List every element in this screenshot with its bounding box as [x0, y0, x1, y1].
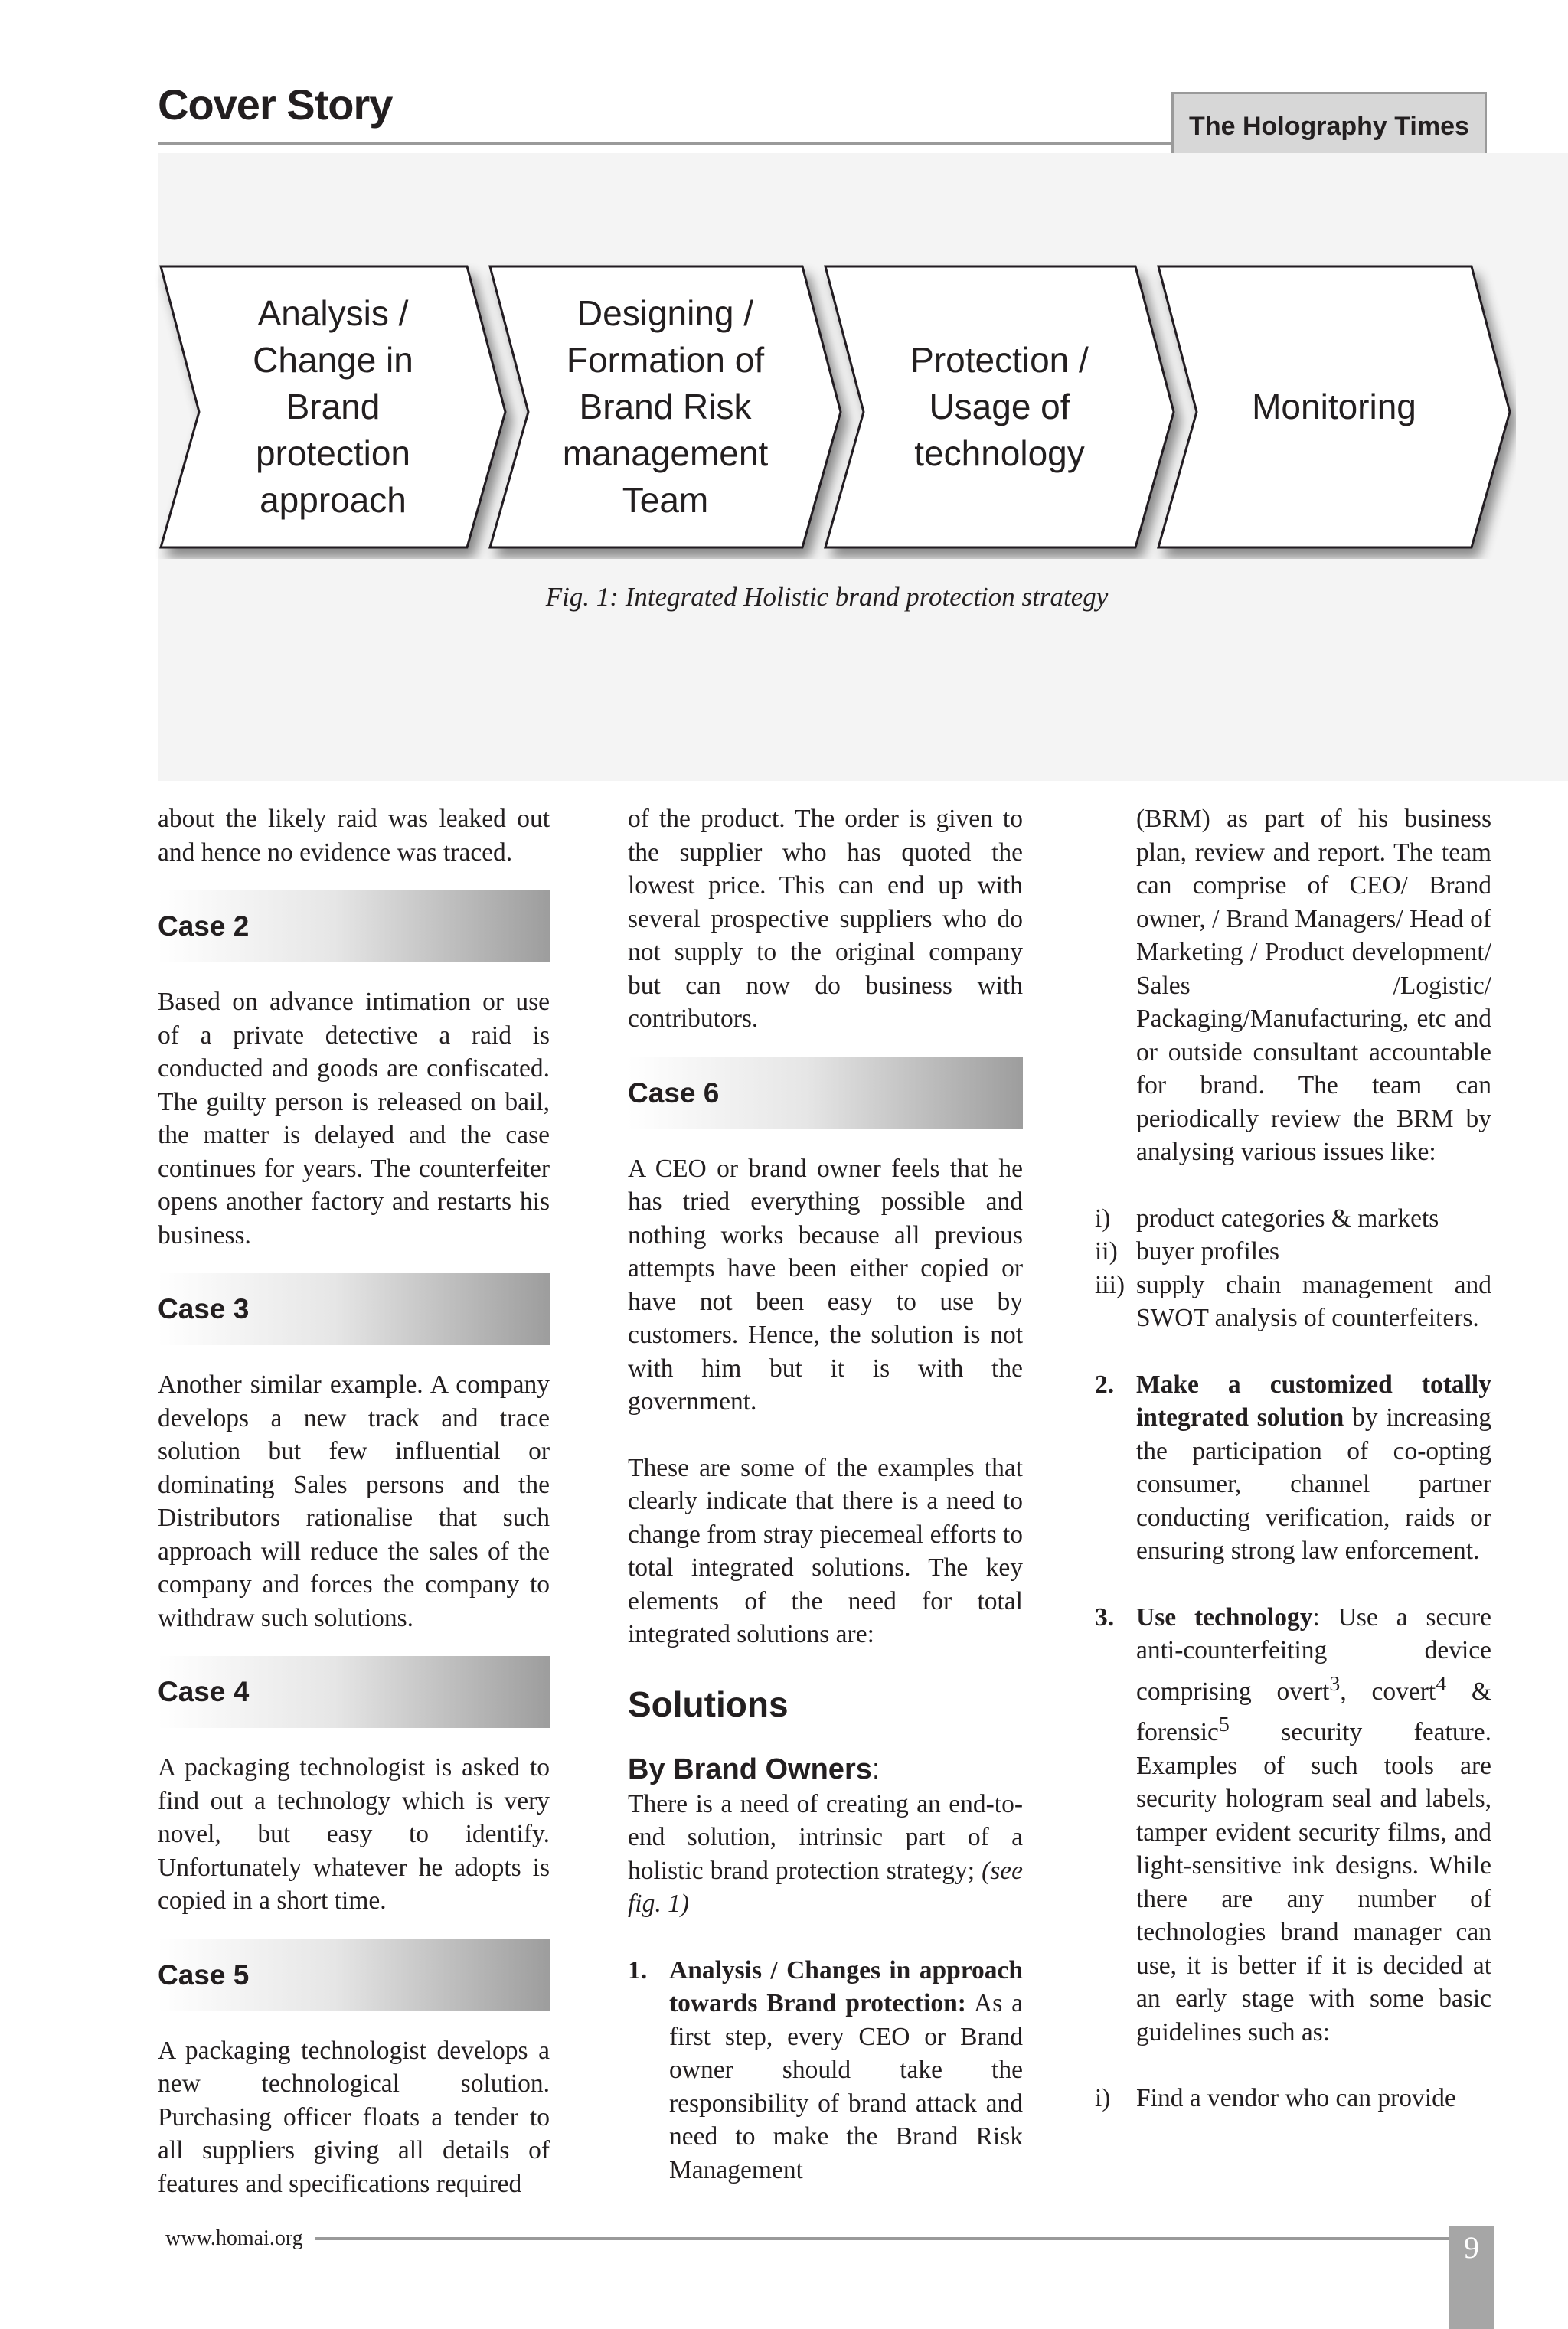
paragraph: Another similar example. A company develops a new track and trace solution but few influential or dominating Sales persons and the Distributors rationalise that such approach will reduce the sales of the company and forces the company to withdraw such solutions.: [158, 1370, 550, 1632]
paragraph: There is a need of creating an end-to-end solution, intrinsic part of a holistic brand protection strategy; (see fig. 1): [628, 1789, 1024, 1918]
strategy-diagram: [153, 253, 1516, 559]
case-6-heading: Case 6: [628, 1057, 1023, 1129]
paragraph: These are some of the examples that clearly indicate that there is a need to change from stray piecemeal efforts to total integrated solutions. The key elements of the need for total integrated solutions are:: [628, 1453, 1023, 1648]
list-item: i) Find a vendor who can provide: [1095, 2084, 1456, 2113]
publication-badge: The Holography Times: [1171, 92, 1487, 161]
case-5-heading: Case 5: [158, 1939, 550, 2011]
solutions-heading: Solutions: [628, 1684, 789, 1724]
paragraph: A packaging technologist develops a new technological solution. Purchasing officer floats a tender to all suppliers giving all details of features and specifications required: [158, 2036, 550, 2198]
section-title: Cover Story: [158, 80, 393, 129]
see-fig-ref: (see fig. 1): [628, 1856, 1024, 1918]
paragraph: Based on advance intimation or use of a private detective a raid is conducted and goods are confiscated. The guilty person is released on bail, the matter is delayed and the case continues for years. The counterfeiter opens another factory and restarts his business.: [158, 988, 550, 1249]
list-item-3: 3. Use technology: Use a secure anti-counterfeiting device comprising overt$^3$, covert$^4$ & forensic$^5$ security feature. Examples of such tools are security hologram seal and labels, tamper evident security films, and light-sensitive ink designs. While there are any number of technologies brand manager can use, it is better if it is decided at an early stage with some basic guidelines such as:: [1095, 1602, 1491, 2046]
column-1: [158, 802, 550, 2200]
step-3-label: Protection / Usage of technology: [910, 340, 1089, 473]
brand-owners-heading: By Brand Owners:: [628, 1752, 880, 1785]
column-2: [628, 802, 1023, 2187]
footer-rule: [315, 2237, 1449, 2240]
paragraph: A CEO or brand owner feels that he has tried everything possible and nothing works because all previous attempts have been either copied or have not been easy to use by customers. Hence, the solution is not with him but it is with the government.: [628, 1154, 1023, 1416]
footer-url: www.homai.org: [165, 2226, 303, 2250]
list-item: iii) supply chain management and SWOT analysis of counterfeiters.: [1095, 1270, 1491, 1332]
paragraph: about the likely raid was leaked out and hence no evidence was traced.: [158, 805, 550, 867]
list-item: i) product categories & markets: [1095, 1204, 1439, 1233]
header-rule: [158, 142, 1337, 145]
list-item: ii) buyer profiles: [1095, 1237, 1279, 1266]
paragraph: A packaging technologist is asked to find out a technology which is very novel, but easy to identify. Unfortunately whatever he adopts is copied in a short time.: [158, 1753, 550, 1915]
case-4-heading: Case 4: [158, 1656, 550, 1728]
step-1-label: Analysis / Change in Brand protection approach: [253, 293, 413, 520]
paragraph: (BRM) as part of his business plan, review and report. The team can comprise of CEO/ Brand owner, / Brand Managers/ Head of Marketing / Product development/ Sales /Logistic/ Packaging/Manufacturing, etc and or outside consultant accountable for brand. The team can periodically review the BRM by analysing various issues like:: [1136, 805, 1491, 1166]
list-item-1: 1. Analysis / Changes in approach towards Brand protection: As a first step, every CEO or Brand owner should take the responsibility of brand attack and need to make the Brand Risk Management: [628, 1955, 1023, 2184]
page-number: 9: [1449, 2226, 1494, 2329]
column-3: [1095, 802, 1491, 2115]
paragraph: of the product. The order is given to the supplier who has quoted the lowest price. This can end up with several prospective suppliers who do not supply to the original company but can now do business with contributors.: [628, 805, 1023, 1033]
list-item-2: 2. Make a customized totally integrated solution by increasing the participation of co-opting consumer, channel partner conducting verification, raids or ensuring strong law enforcement.: [1095, 1370, 1492, 1565]
figure-caption: Fig. 1: Integrated Holistic brand protection strategy: [545, 582, 1109, 612]
case-2-heading: Case 2: [158, 890, 550, 962]
step-2-label: Designing / Formation of Brand Risk management Team: [562, 293, 769, 520]
case-3-heading: Case 3: [158, 1273, 550, 1345]
step-4-label: Monitoring: [1252, 387, 1416, 426]
